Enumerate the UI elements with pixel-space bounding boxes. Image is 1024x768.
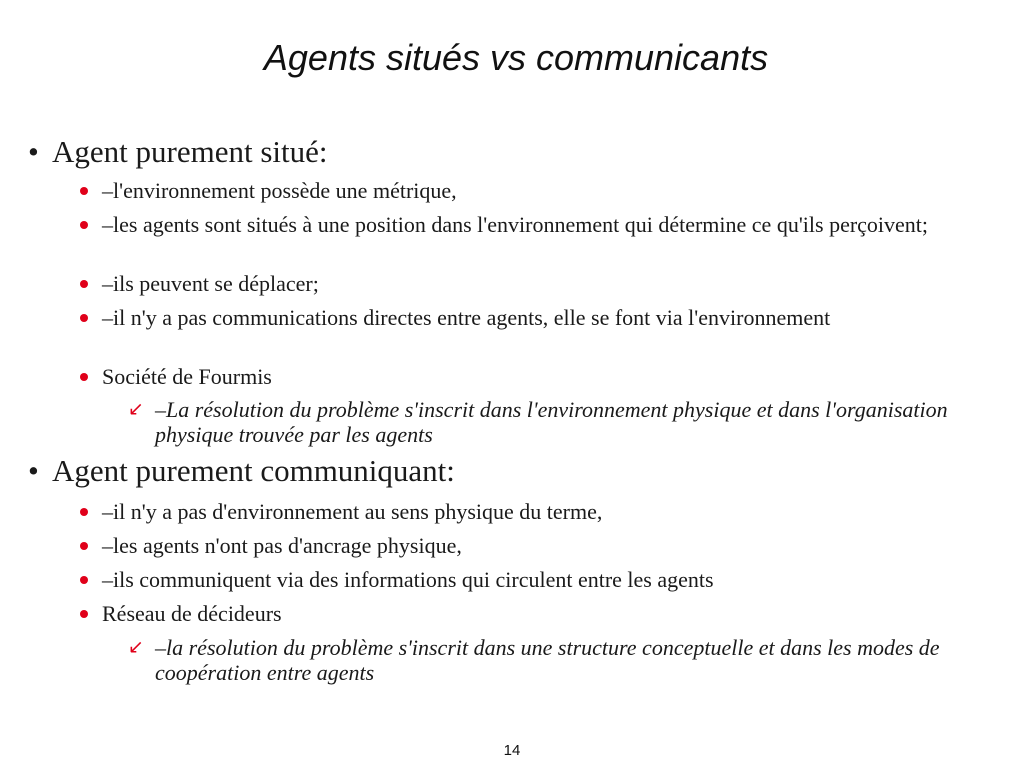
section-heading-text: Agent purement communiquant: (52, 453, 455, 488)
list-item (80, 305, 980, 330)
list-item-text: –les agents sont situés à une position dans l'environnement qui détermine ce qu'ils perçoivent; (102, 212, 929, 237)
arrow-down-left-icon: ↙ (128, 636, 144, 658)
bullet-dot-icon (80, 373, 88, 381)
list-item-text: Réseau de décideurs (102, 601, 282, 626)
bullet-dot-icon (80, 314, 88, 322)
list-item-text: –il n'y a pas d'environnement au sens physique du terme, (102, 499, 603, 524)
list-item (80, 271, 980, 296)
list-item (80, 567, 980, 592)
list-item-text: –les agents n'ont pas d'ancrage physique, (102, 533, 462, 558)
bullet-dot-icon (80, 542, 88, 550)
sub-list-item-text: –la résolution du problème s'inscrit dans une structure conceptuelle et dans les modes de coopération entre agents (155, 635, 940, 685)
list-item-text: –il n'y a pas communications directes entre agents, elle se font via l'environnement (102, 305, 831, 330)
sub-list-item (128, 635, 988, 685)
list-item-text: –l'environnement possède une métrique, (102, 178, 457, 203)
sub-list-item-text: –La résolution du problème s'inscrit dans l'environnement physique et dans l'organisation physique trouvée par les agents (155, 397, 948, 447)
arrow-down-left-icon: ↙ (128, 398, 144, 420)
list-item-text: –ils peuvent se déplacer; (102, 271, 319, 296)
list-item (80, 178, 980, 203)
sub-list-item (128, 397, 988, 447)
list-item (80, 499, 980, 524)
section-heading (28, 453, 455, 489)
page-number: 14 (503, 742, 521, 759)
bullet-marker: • (28, 134, 39, 169)
bullet-marker: • (28, 453, 39, 488)
bullet-dot-icon (80, 221, 88, 229)
list-item-text: Société de Fourmis (102, 364, 272, 389)
slide-title: Agents situés vs communicants (263, 37, 769, 78)
list-item (80, 364, 980, 389)
bullet-dot-icon (80, 576, 88, 584)
bullet-dot-icon (80, 280, 88, 288)
list-item (80, 533, 980, 558)
list-item (80, 212, 980, 237)
bullet-dot-icon (80, 187, 88, 195)
bullet-dot-icon (80, 508, 88, 516)
bullet-dot-icon (80, 610, 88, 618)
section-heading-text: Agent purement situé: (52, 134, 328, 169)
list-item-text: –ils communiquent via des informations qui circulent entre les agents (102, 567, 714, 592)
list-item (80, 601, 980, 626)
section-heading (28, 134, 328, 170)
